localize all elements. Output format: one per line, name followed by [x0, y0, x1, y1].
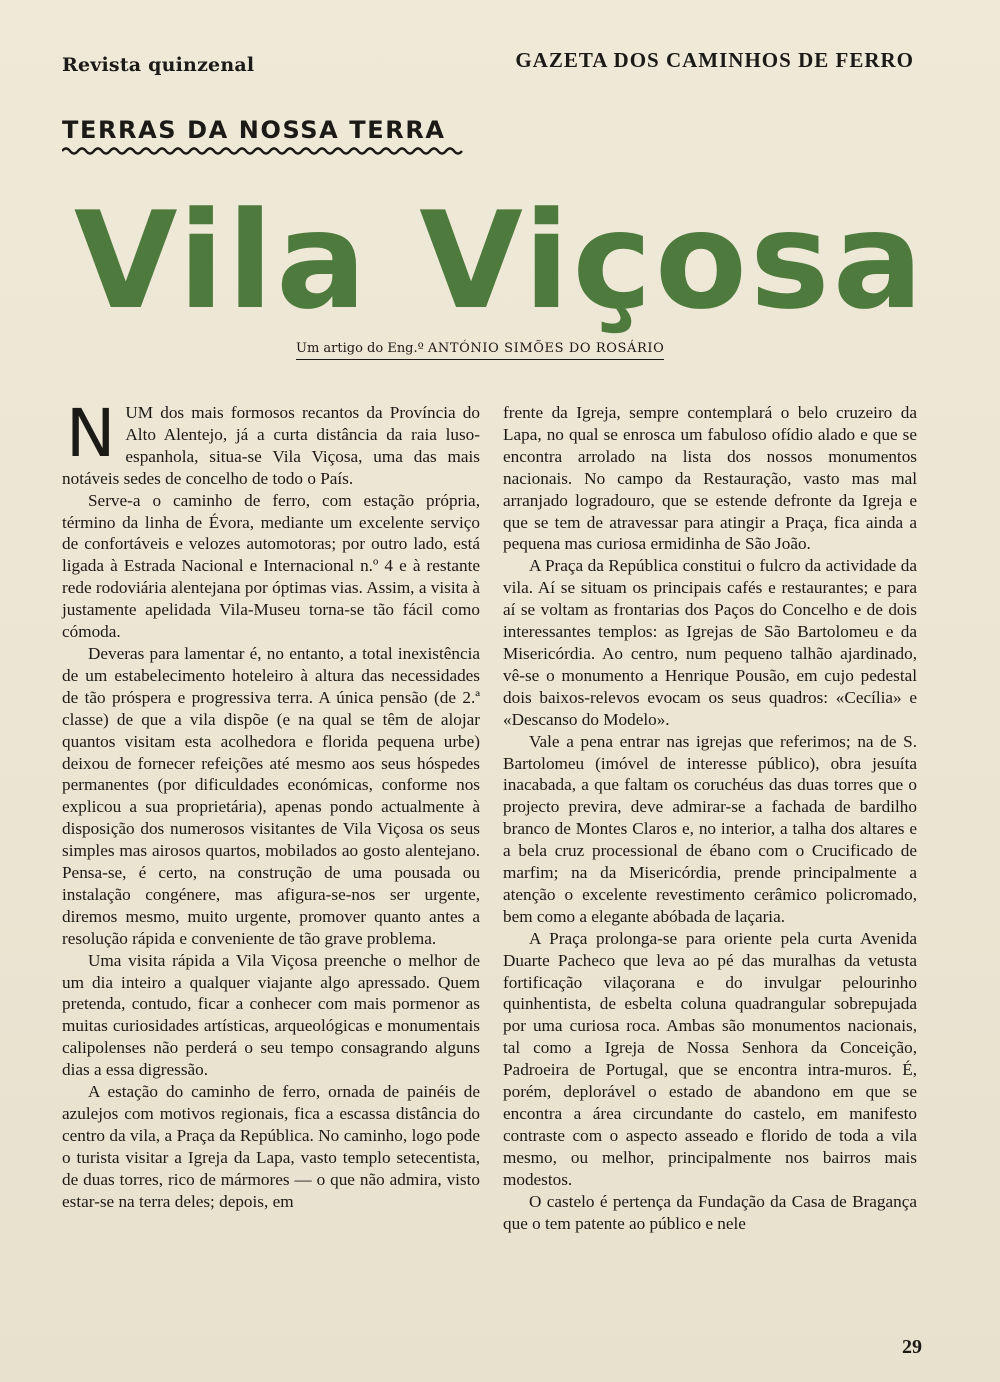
paragraph: O castelo é pertença da Fundação da Casa de Bragança que o tem patente ao público e nele [503, 1191, 917, 1233]
article-column-left [62, 395, 480, 1213]
paragraph: Vale a pena entrar nas igrejas que referimos; na de S. Bartolomeu (imóvel de interesse público), obra jesuíta inacabada, a que faltam os coruchéus das duas torres que o projecto previra, deve admirar-se a fachada de bardilho branco de Montes Claros e, no interior, a talha dos altares e a bela cruz processional de ébano com o Crucificado de marfim; na da Misericórdia, prende principalmente a atenção o excelente revestimento cerâmico policromado, bem como a elegante abóbada de laçaria. [503, 731, 917, 926]
section-heading: TERRAS DA NOSSA TERRA [62, 116, 446, 144]
paragraph-text: UM dos mais formosos recantos da Província do Alto Alentejo, já a curta distância da raia luso-espanhola, situa-se Vila Viçosa, uma das mais notáveis sedes de concelho de todo o País. [62, 403, 480, 488]
paragraph [62, 395, 480, 490]
drop-cap: N [66, 395, 116, 472]
paragraph: A Praça prolonga-se para oriente pela curta Avenida Duarte Pacheco que leva ao pé das muralhas da vetusta fortificação vilaçorana e do invulgar pelourinho quinhentista, de esbelta coluna quadrangular sobrepujada por uma curiosa roca. Ambas são monumentos nacionais, tal como a Igreja de Nossa Senhora da Conceição, Padroeira de Portugal, que se encontra intra-muros. É, porém, deplorável o estado de abandono em que se encontra a área circundante do castelo, em manifesto contraste com o aspecto asseado e florido de toda a vila mesmo, ou melhor, principalmente nos bairros mais modestos. [503, 928, 917, 1189]
paragraph: A estação do caminho de ferro, ornada de painéis de azulejos com motivos regionais, fica a escassa distância do centro da vila, a Praça da República. No caminho, logo pode o turista visitar a Igreja da Lapa, vasto templo setecentista, de duas torres, rico de mármores — o que não admira, visto estar-se na terra deles; depois, em [62, 1082, 480, 1211]
paragraph: Deveras para lamentar é, no entanto, a total inexistência de um estabelecimento hoteleiro à altura das necessidades de tão próspera e progressiva terra. A única pensão (de 2.ª classe) de que a vila dispõe (e na qual se têm de alojar quantos visitam esta acolhedora e florida pequena urbe) deixou de fornecer refeições até mesmo aos seus hóspedes permanentes (por dificuldades económicas, conforme nos explicou a sua proprietária), apenas pondo actualmente à disposição dos numerosos visitantes de Vila Viçosa os seus simples mas airosos quartos, mobilados ao gosto alentejano. Pensa-se, é certo, na construção de uma pousada ou instalação congénere, mas afigura-se-nos ser urgente, diremos mesmo, muito urgente, promover quanto antes a resolução rápida e conveniente de tão grave problema. [62, 643, 480, 948]
article-column-right [503, 402, 917, 1234]
wavy-rule-ornament [62, 146, 466, 156]
paragraph: A Praça da República constitui o fulcro da actividade da vila. Aí se situam os principais cafés e restaurantes; e para aí se voltam as frontarias dos Paços do Concelho e de dois interessantes templos: as Igrejas de São Bartolomeu e da Misericórdia. Ao centro, num pequeno talhão ajardinado, vê-se o monumento a Henrique Pousão, em cujo pedestal dois baixos-relevos evocam os seus quadros: «Cecília» e «Descanso do Modelo». [503, 556, 917, 729]
paragraph: Uma visita rápida a Vila Viçosa preenche o melhor de um dia inteiro a qualquer viajante algo apressado. Quem pretenda, contudo, ficar a conhecer com mais pormenor as muitas curiosidades artísticas, arqueológicas e monumentais calipolenses não perderá o seu tempo consagrando alguns dias a essa digressão. [62, 950, 480, 1080]
paragraph: Serve-a o caminho de ferro, com estação própria, término da linha de Évora, mediante um excelente serviço de confortáveis e velozes automotoras; por outro lado, está ligada à Estrada Nacional e Internacional n.º 4 e à restante rede rodoviária alentejana por óptimas vias. Assim, a visita à justamente apelidada Vila-Museu torna-se tão fácil como cómoda. [62, 490, 480, 642]
byline-prefix: Um artigo do Eng.º [296, 341, 424, 356]
page-number: 29 [902, 1336, 922, 1358]
byline [296, 341, 664, 360]
article-title: Vila Viçosa [73, 183, 927, 339]
paragraph: frente da Igreja, sempre contemplará o belo cruzeiro da Lapa, no qual se enrosca um fabuloso ofídio alado e que se encontra arrolado na lista dos nossos monumentos nacionais. No campo da Restauração, vasto mas mal arranjado logradouro, que se estende defronte da Igreja e que se tem de atravessar para atingir a Praça, fica ainda a pequena mas curiosa ermidinha de São João. [503, 403, 917, 554]
magazine-name: GAZETA DOS CAMINHOS DE FERRO [515, 48, 914, 72]
byline-author: ANTÓNIO SIMÕES DO ROSÁRIO [427, 341, 665, 356]
publication-frequency: Revista quinzenal [62, 54, 255, 76]
